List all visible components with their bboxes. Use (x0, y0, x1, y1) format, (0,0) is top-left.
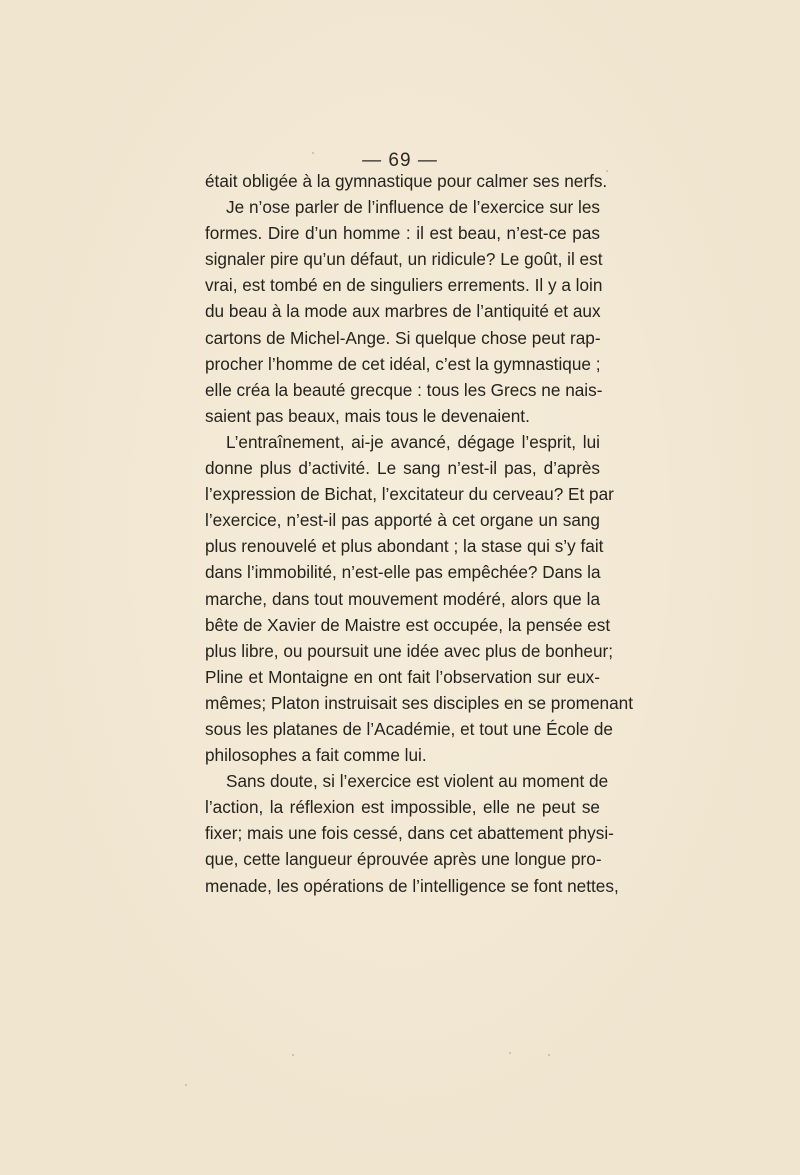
text-line: fixer; mais une fois cessé, dans cet abattement physi- (205, 823, 614, 844)
text-line: cartons de Michel-Ange. Si quelque chose peut rap- (205, 327, 601, 348)
text-line: procher l’homme de cet idéal, c’est la gymnastique ; (205, 353, 601, 374)
paper-speck (509, 1052, 511, 1054)
body-text (205, 168, 633, 899)
text-line: mêmes; Platon instruisait ses disciples en se promenant (205, 692, 633, 713)
text-line: Pline et Montaigne en ont fait l’observation sur eux- (205, 666, 600, 687)
page-number: — 69 — (362, 150, 438, 171)
text-line: était obligée à la gymnastique pour calmer ses nerfs. (205, 171, 608, 191)
paper-speck (462, 883, 464, 885)
paper-speck (292, 1054, 294, 1056)
text-line: plus libre, ou poursuit une idée avec plus de bonheur; (205, 640, 614, 661)
text-line: philosophes a fait comme lui. (205, 745, 427, 766)
text-line: saient pas beaux, mais tous le devenaient. (205, 405, 530, 426)
text-line: Sans doute, si l’exercice est violent au moment de (226, 771, 609, 792)
paragraph (205, 429, 633, 768)
paper-speck (312, 152, 314, 154)
paragraph (205, 194, 603, 429)
text-line: que, cette langueur éprouvée après une longue pro- (205, 849, 602, 870)
paragraph (205, 168, 608, 194)
text-line: Je n’ose parler de l’influence de l’exercice sur les (226, 197, 600, 218)
text-line: menade, les opérations de l’intelligence se font nettes, (205, 875, 619, 896)
paper-speck (606, 170, 608, 172)
text-line: sous les platanes de l’Académie, et tout une École de (205, 718, 613, 739)
text-line: elle créa la beauté grecque : tous les Grecs ne nais- (205, 379, 603, 400)
text-line: dans l’immobilité, n’est-elle pas empêchée? Dans la (205, 562, 601, 583)
text-line: vrai, est tombé en de singuliers errements. Il y a loin (205, 275, 603, 296)
text-line: L’entraînement, ai-je avancé, dégage l’esprit, lui (226, 431, 600, 452)
text-line: l’exercice, n’est-il pas apporté à cet organe un sang (205, 510, 600, 531)
text-line: formes. Dire d’un homme : il est beau, n’est-ce pas (205, 223, 600, 244)
text-line: l’expression de Bichat, l’excitateur du cerveau? Et par (205, 484, 614, 505)
paper-speck (548, 1054, 550, 1056)
text-line: bête de Xavier de Maistre est occupée, la pensée est (205, 614, 611, 635)
text-line: donne plus d’activité. Le sang n’est-il pas, d’après (205, 458, 600, 479)
text-line: l’action, la réflexion est impossible, elle ne peut se (205, 797, 600, 818)
text-line: plus renouvelé et plus abondant ; la stase qui s’y fait (205, 536, 604, 557)
text-line: signaler pire qu’un défaut, un ridicule? Le goût, il est (205, 249, 603, 270)
paragraph (205, 768, 619, 898)
text-line: marche, dans tout mouvement modéré, alors que la (205, 588, 600, 609)
text-line: du beau à la mode aux marbres de l’antiquité et aux (205, 301, 601, 322)
paper-speck (185, 1084, 187, 1086)
